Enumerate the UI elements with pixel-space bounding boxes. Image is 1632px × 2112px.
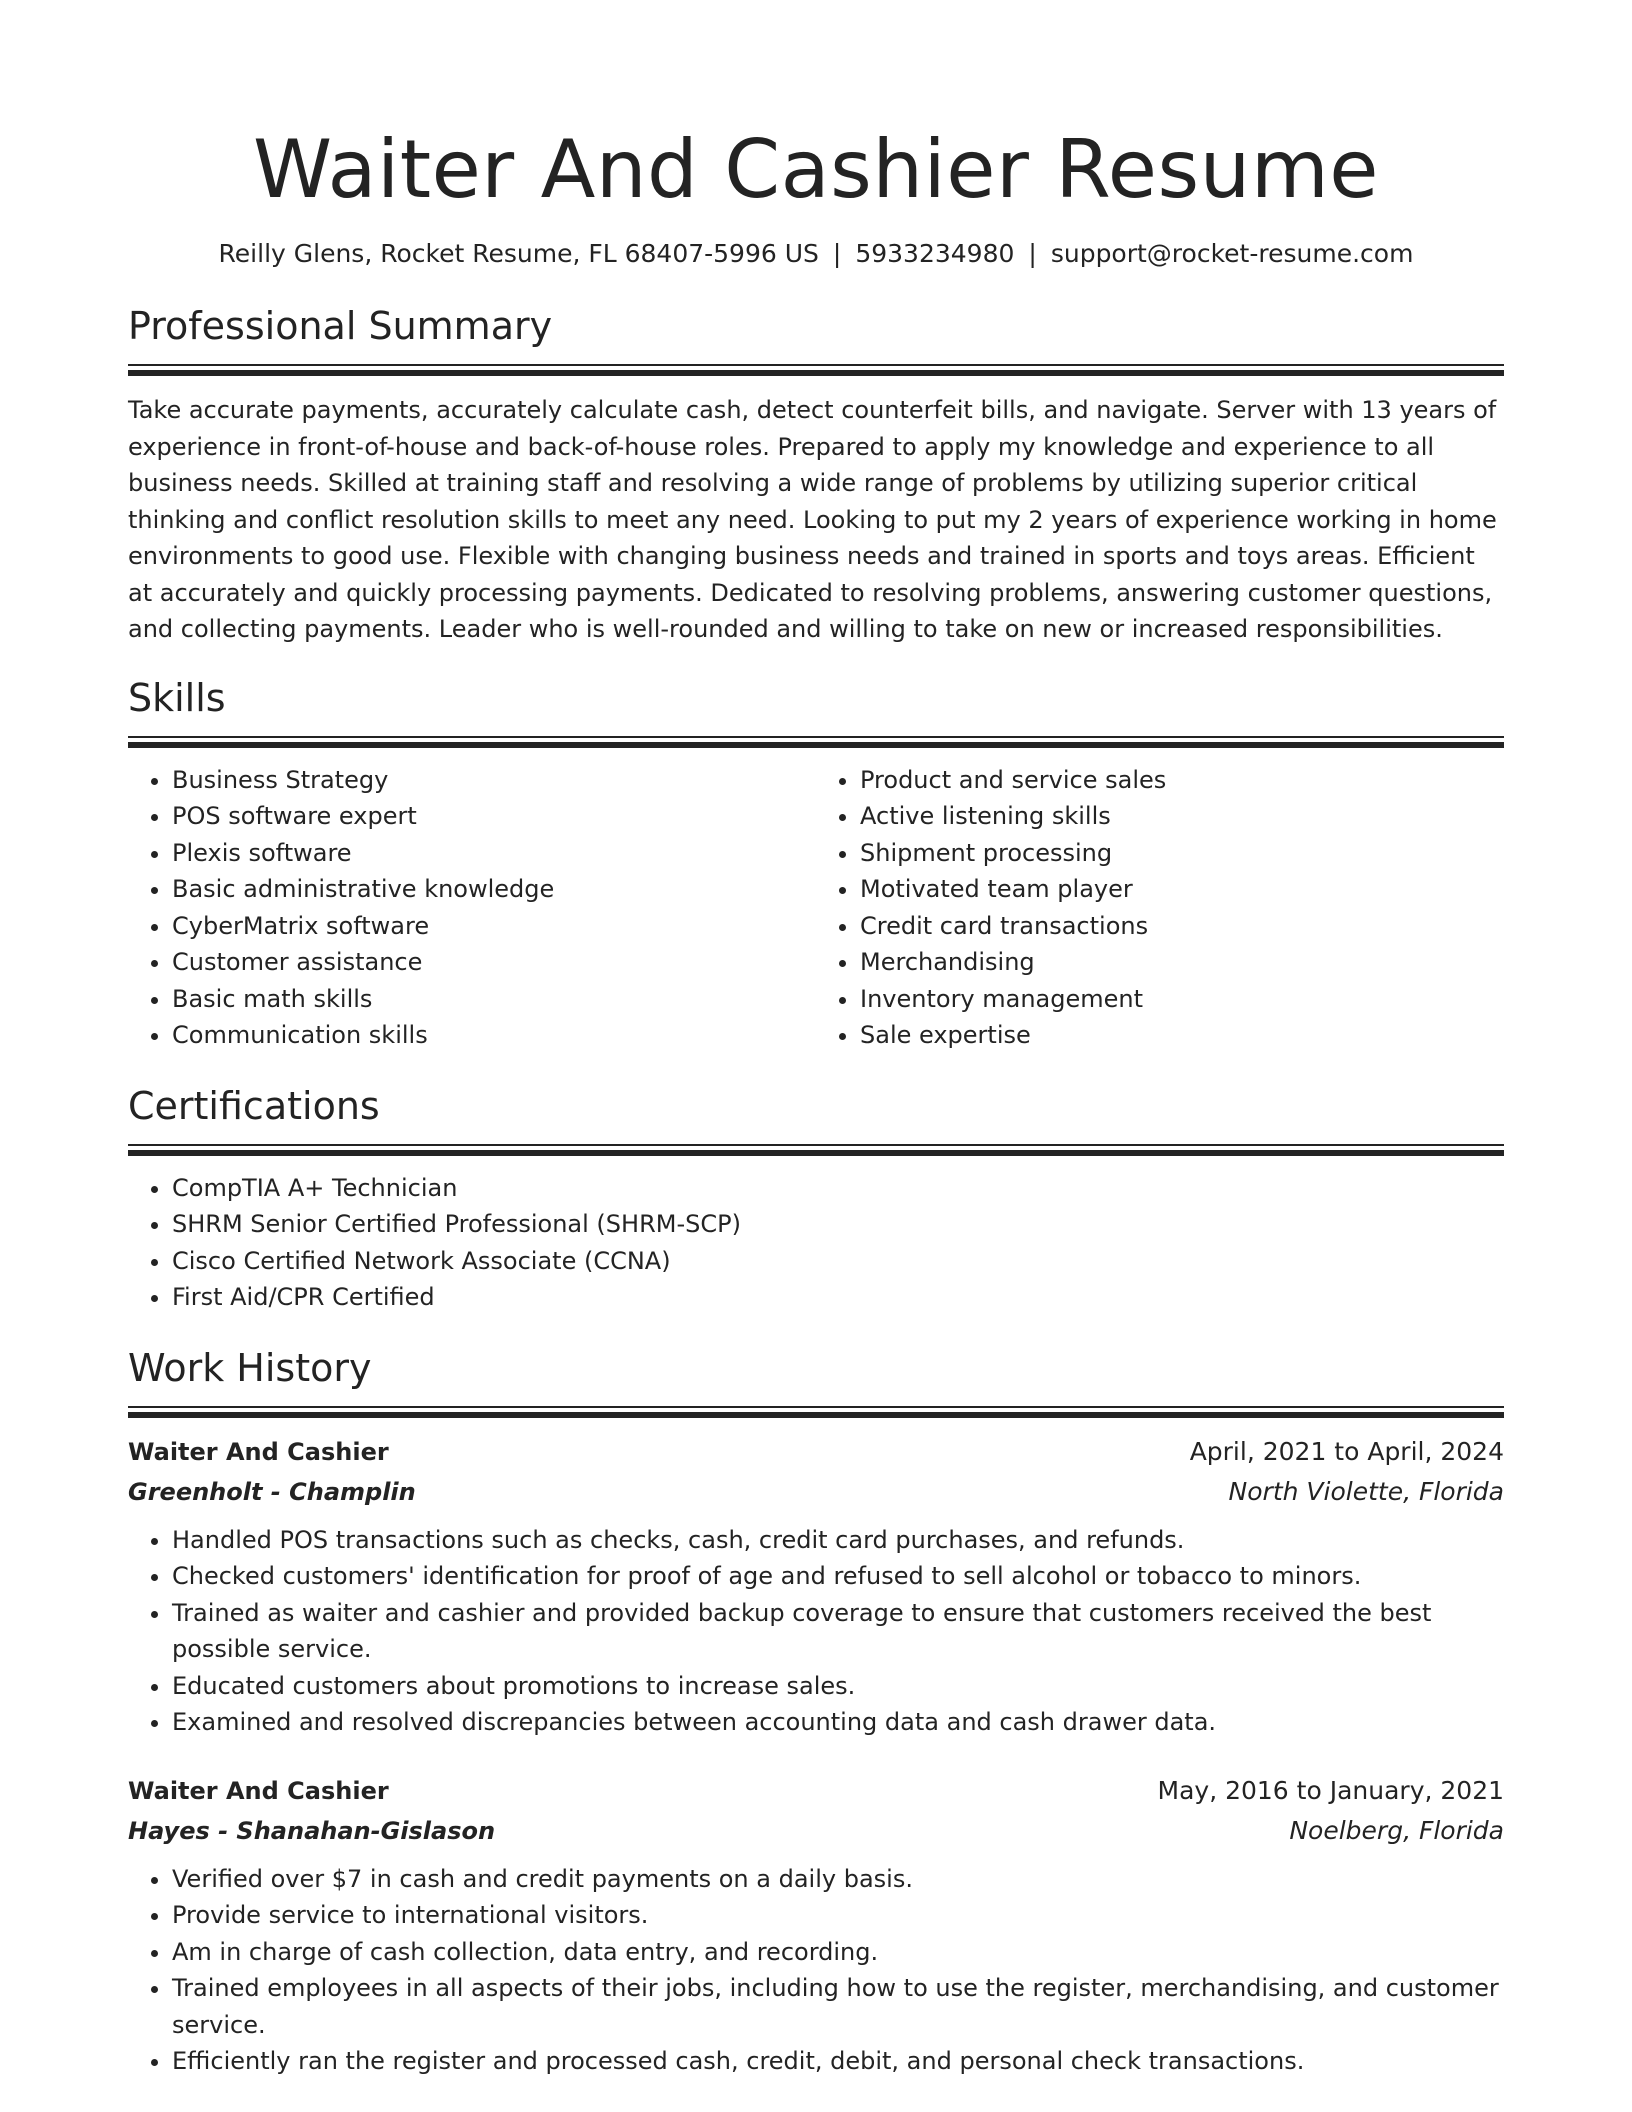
certifications-heading: Certifications <box>128 1083 380 1128</box>
skill-item: • Product and service sales <box>860 762 1504 799</box>
job-bullet: • Efficiently ran the register and processed cash, credit, debit, and personal check transactions. <box>172 2043 1504 2080</box>
skills-list-left <box>128 762 816 1054</box>
skill-item: • Basic administrative knowledge <box>172 871 816 908</box>
job-location: North Violette, Florida <box>1228 1476 1504 1506</box>
skills-list-right <box>816 762 1504 1054</box>
skill-item: • Basic math skills <box>172 981 816 1018</box>
job-header-row <box>128 1771 1504 1811</box>
section-divider <box>128 364 1504 376</box>
skills-heading: Skills <box>128 675 226 720</box>
skills-column-right <box>816 762 1504 1054</box>
job-dates: April, 2021 to April, 2024 <box>1189 1436 1504 1466</box>
job-bullet: • Verified over $7 in cash and credit payments on a daily basis. <box>172 1861 1504 1898</box>
job-bullet: • Examined and resolved discrepancies between accounting data and cash drawer data. <box>172 1704 1504 1741</box>
summary-text: Take accurate payments, accurately calculate cash, detect counterfeit bills, and navigate. Server with 13 years of experience in front-of-house and back-of-house roles. Prepared to apply my knowledge and experience to all business needs. Skilled at training staff and resolving a wide range of problems by utilizing superior critical thinking and conflict resolution skills to meet any need. Looking to put my 2 years of experience working in home environments to good use. Flexible with changing business needs and trained in sports and toys areas. Efficient at accurately and quickly processing payments. Dedicated to resolving problems, answering customer questions, and collecting payments. Leader who is well-rounded and willing to take on new or increased responsibilities. <box>128 396 1497 643</box>
skill-item: • Credit card transactions <box>860 908 1504 945</box>
contact-separator: | <box>1028 239 1037 268</box>
job-bullet: • Am in charge of cash collection, data entry, and recording. <box>172 1934 1504 1971</box>
job-company-row <box>128 1472 1504 1512</box>
job-title: Waiter And Cashier <box>128 1776 389 1805</box>
skill-item: • Motivated team player <box>860 871 1504 908</box>
job-location: Noelberg, Florida <box>1289 1815 1504 1845</box>
skill-item: • Sale expertise <box>860 1017 1504 1054</box>
certification-item: • Cisco Certified Network Associate (CCNA) <box>172 1243 1504 1280</box>
skill-item: • Shipment processing <box>860 835 1504 872</box>
job-bullet: • Educated customers about promotions to increase sales. <box>172 1668 1504 1705</box>
contact-separator: | <box>832 239 842 268</box>
job-dates: May, 2016 to January, 2021 <box>1157 1775 1504 1805</box>
summary-section <box>128 302 1504 648</box>
skill-item: • CyberMatrix software <box>172 908 816 945</box>
skill-item: • Communication skills <box>172 1017 816 1054</box>
job-bullets <box>128 1861 1504 2080</box>
skill-item: • Merchandising <box>860 944 1504 981</box>
job-bullet: • Provide service to international visitors. <box>172 1897 1504 1934</box>
contact-phone: 5933234980 <box>855 239 1015 268</box>
work-history-section <box>128 1344 1504 2080</box>
section-divider <box>128 1144 1504 1156</box>
skill-item: • Inventory management <box>860 981 1504 1018</box>
certifications-list <box>128 1170 1504 1316</box>
skills-section <box>128 674 1504 1054</box>
skill-item: • Customer assistance <box>172 944 816 981</box>
job-entry <box>128 1771 1504 2080</box>
job-bullet: • Trained employees in all aspects of their jobs, including how to use the register, merchandising, and customer service. <box>172 1970 1504 2043</box>
skill-item: • Plexis software <box>172 835 816 872</box>
certification-item: • First Aid/CPR Certified <box>172 1279 1504 1316</box>
skill-item: • POS software expert <box>172 798 816 835</box>
contact-line <box>128 236 1504 272</box>
skill-item: • Active listening skills <box>860 798 1504 835</box>
certification-item: • CompTIA A+ Technician <box>172 1170 1504 1207</box>
skill-item: • Business Strategy <box>172 762 816 799</box>
contact-email: support@rocket-resume.com <box>1050 239 1414 268</box>
job-bullet: • Handled POS transactions such as checks, cash, credit card purchases, and refunds. <box>172 1522 1504 1559</box>
summary-heading: Professional Summary <box>128 304 553 348</box>
section-divider <box>128 736 1504 748</box>
resume-title: Waiter And Cashier Resume <box>252 123 1380 216</box>
job-bullet: • Trained as waiter and cashier and provided backup coverage to ensure that customers received the best possible service. <box>172 1595 1504 1668</box>
skills-columns <box>128 762 1504 1054</box>
job-title: Waiter And Cashier <box>128 1437 389 1466</box>
job-company-row <box>128 1811 1504 1851</box>
job-bullet: • Checked customers' identification for proof of age and refused to sell alcohol or tobacco to minors. <box>172 1558 1504 1595</box>
job-header-row <box>128 1432 1504 1472</box>
job-entry <box>128 1432 1504 1741</box>
work-history-heading: Work History <box>128 1345 372 1390</box>
job-company: Hayes - Shanahan-Gislason <box>128 1816 496 1845</box>
job-bullets <box>128 1522 1504 1741</box>
job-company: Greenholt - Champlin <box>128 1477 416 1506</box>
skills-column-left <box>128 762 816 1054</box>
certifications-section <box>128 1082 1504 1316</box>
contact-address: Reilly Glens, Rocket Resume, FL 68407-5996 US <box>218 239 819 268</box>
section-divider <box>128 1406 1504 1418</box>
certification-item: • SHRM Senior Certified Professional (SHRM-SCP) <box>172 1206 1504 1243</box>
